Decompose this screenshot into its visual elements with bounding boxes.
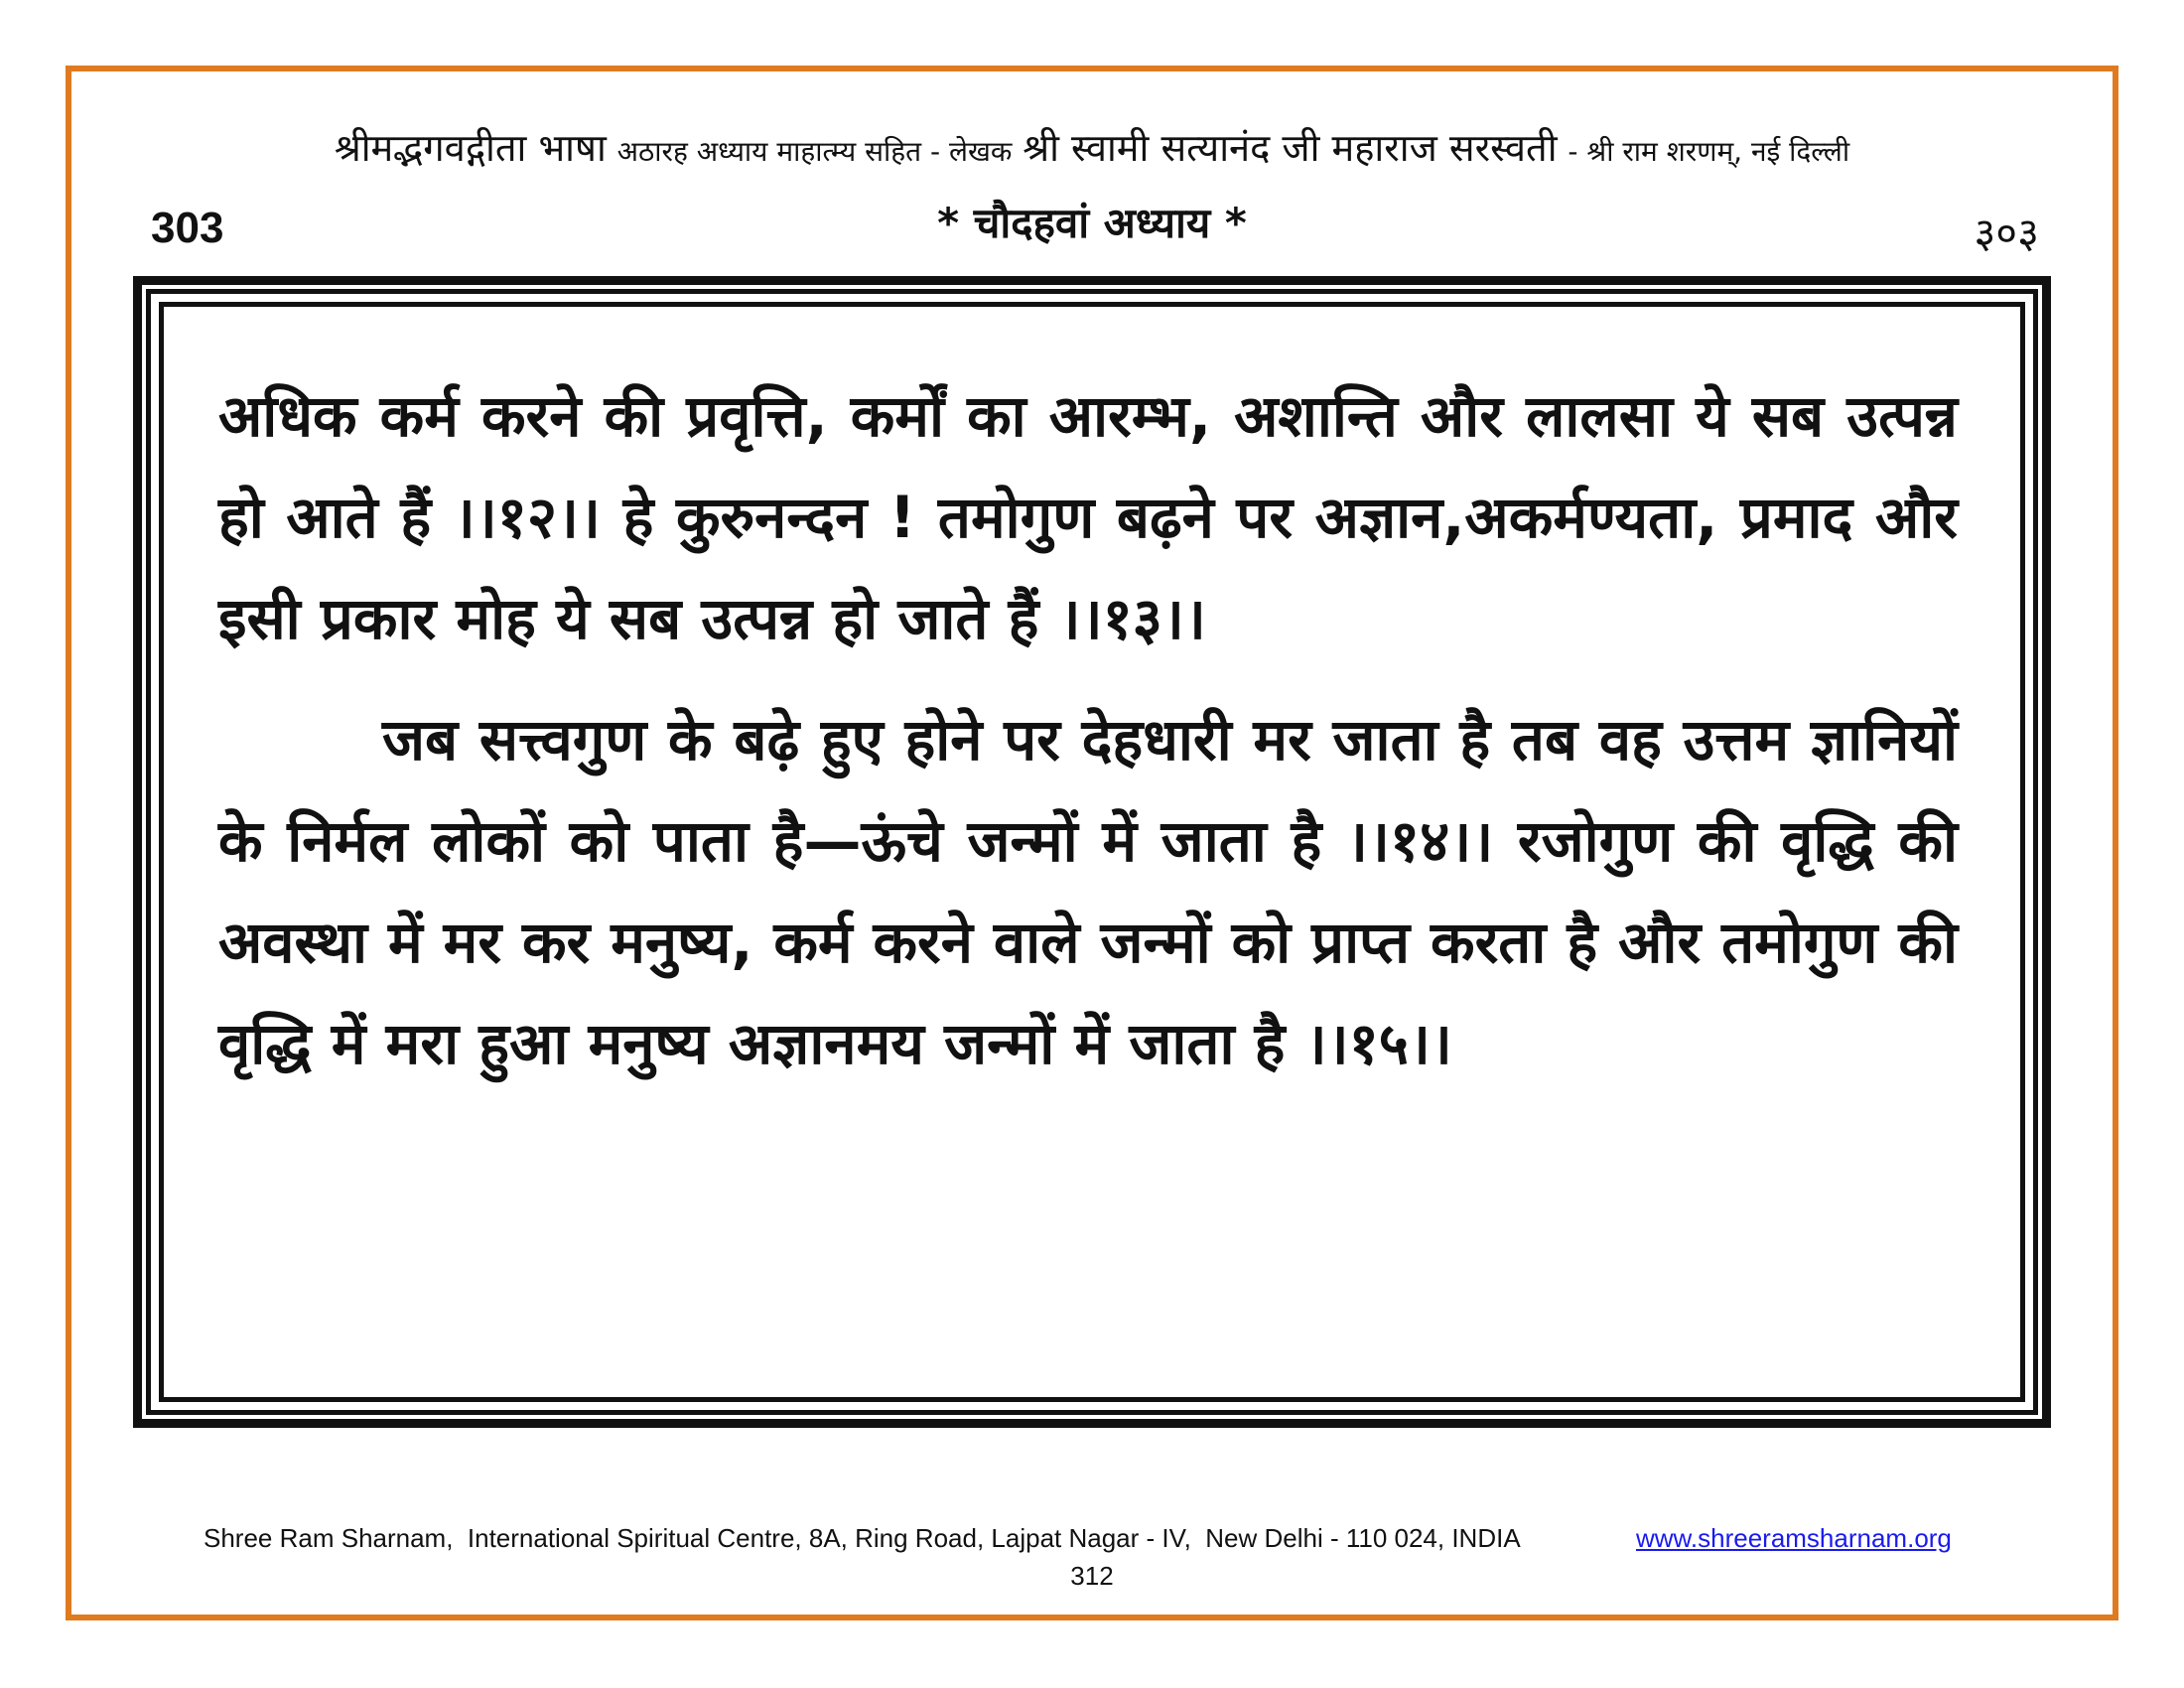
page-number-devanagari: ३०३: [1974, 209, 2039, 257]
book-title: श्रीमद्भगवद्गीता भाषा: [334, 126, 607, 170]
verse-text-block: [218, 365, 1958, 1094]
author-name: श्री स्वामी सत्यानंद जी महाराज सरस्वती: [1023, 126, 1558, 170]
website-link[interactable]: www.shreeramsharnam.org: [1636, 1523, 1952, 1553]
chapter-title: * चौदहवां अध्याय *: [937, 199, 1247, 247]
paragraph-verses-14-15: जब सत्त्वगुण के बढ़े हुए होने पर देहधारी मर जाता है तब वह उत्तम ज्ञानियों के निर्मल लोकों को पाता है—ऊंचे जन्मों में जाता है ।।१४।। रजोगुण की वृद्धि की अवस्था में मर कर मनुष्य, कर्म करने वाले जन्मों को प्राप्त करता है और तमोगुण की वृद्धि में मरा हुआ मनुष्य अज्ञानमय जन्मों में जाता है ।।१५।।: [218, 706, 1958, 1077]
book-subtitle: अठारह अध्याय माहात्म्य सहित - लेखक: [616, 135, 1013, 168]
running-header: [0, 121, 2184, 173]
paragraph-verses-12-13: अधिक कर्म करने की प्रवृत्ति, कर्मों का आरम्भ, अशान्ति और लालसा ये सब उत्पन्न हो आते हैं ।।१२।। हे कुरुनन्दन ! तमोगुण बढ़ने पर अज्ञान,अकर्मण्यता, प्रमाद और इसी प्रकार मोह ये सब उत्पन्न हो जाते हैं ।।१३।।: [218, 382, 1958, 652]
publisher-name: - श्री राम शरणम्, नई दिल्ली: [1568, 135, 1850, 168]
pdf-page-number: 312: [1070, 1561, 1114, 1591]
footer-address: Shree Ram Sharnam, International Spiritual Centre, 8A, Ring Road, Lajpat Nagar - IV, New Delhi - 110 024, INDIA: [204, 1523, 1521, 1553]
page-number-arabic: 303: [151, 204, 224, 252]
